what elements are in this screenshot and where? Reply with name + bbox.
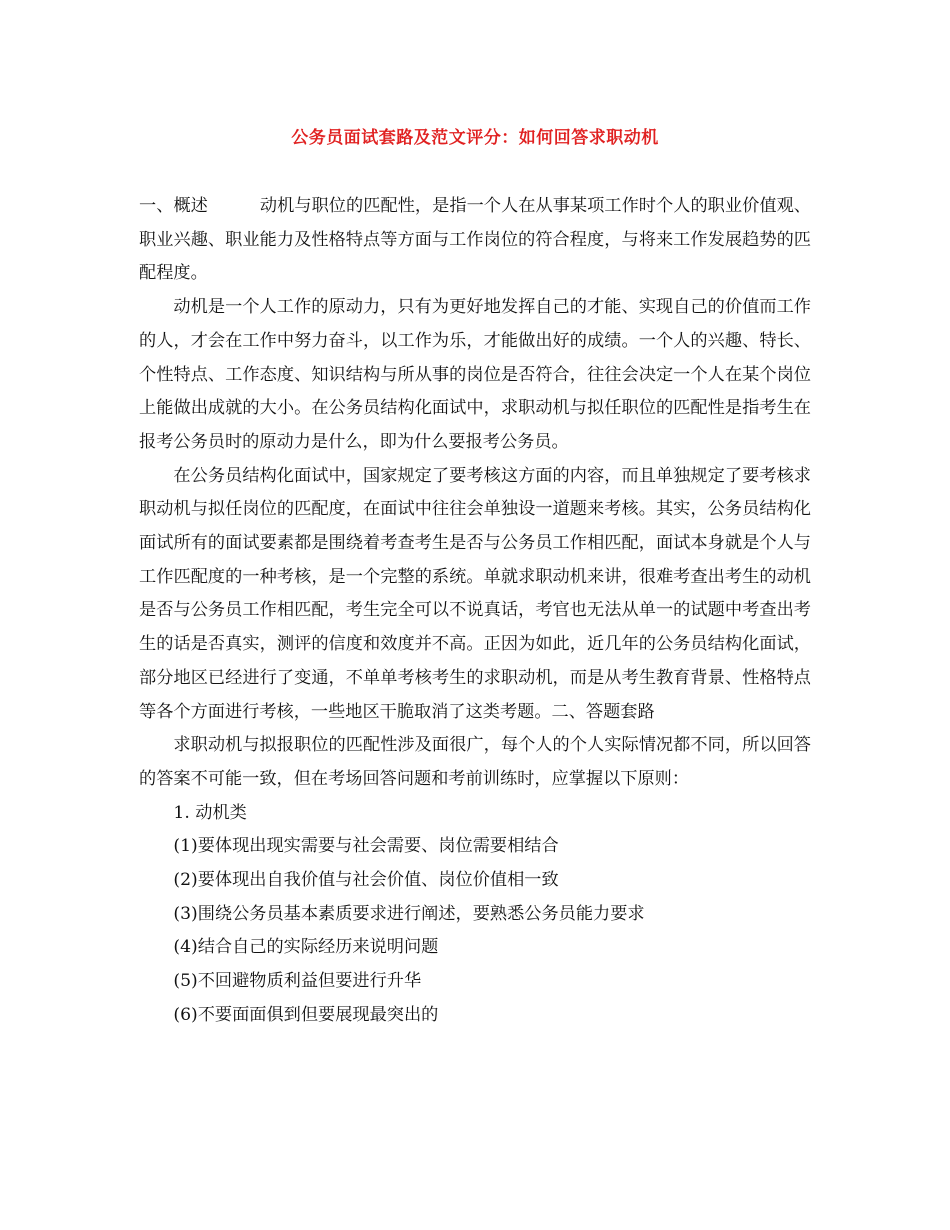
list-item: (4)结合自己的实际经历来说明问题 xyxy=(173,937,439,958)
paragraph-4: 求职动机与拟报职位的匹配性涉及面很广，每个人的个人实际情况都不同，所以回答的答案不可能一致，但在考场回答问题和考前训练时，应掌握以下原则： xyxy=(139,735,811,789)
document-title: 公务员面试套路及范文评分：如何回答求职动机 xyxy=(291,128,659,148)
list-item: (1)要体现出现实需要与社会需要、岗位需要相结合 xyxy=(173,836,559,857)
paragraph-3: 在公务员结构化面试中，国家规定了要考核这方面的内容，而且单独规定了要考核求职动机与拟任岗位的匹配度，在面试中往往会单独设一道题来考核。其实，公务员结构化面试所有的面试要素都是围绕着考查考生是否与公务员工作相匹配，面试本身就是个人与工作匹配度的一种考核，是一个完整的系统。单就求职动机来讲，很难考查出考生的动机是否与公务员工作相匹配，考生完全可以不说真话，考官也无法从单一的试题中考查出考生的话是否真实，测评的信度和效度并不高。正因为如此，近几年的公务员结构化面试，部分地区已经进行了变通，不单单考核考生的求职动机，而是从考生教育背景、性格特点等各个方面进行考核，一些地区干脆取消了这类考题。二、答题套路 xyxy=(139,465,811,722)
list-item: (3)围绕公务员基本素质要求进行阐述，要熟悉公务员能力要求 xyxy=(173,903,645,924)
list-item: (5)不回避物质利益但要进行升华 xyxy=(173,971,422,992)
section-heading-overview: 一、概述 xyxy=(139,196,208,216)
paragraph-overview xyxy=(139,190,811,291)
document-body xyxy=(139,190,811,1033)
list-item: (6)不要面面俱到但要展现最突出的 xyxy=(173,1004,439,1025)
list-item: (2)要体现出自我价值与社会价值、岗位价值相一致 xyxy=(173,870,559,891)
paragraph-1-text: 动机与职位的匹配性，是指一个人在从事某项工作时个人的职业价值观、职业兴趣、职业能力及性格特点等方面与工作岗位的符合程度，与将来工作发展趋势的匹配程度。 xyxy=(139,196,811,284)
paragraph-2: 动机是一个人工作的原动力，只有为更好地发挥自己的才能、实现自己的价值而工作的人，才会在工作中努力奋斗，以工作为乐，才能做出好的成绩。一个人的兴趣、特长、个性特点、工作态度、知识结构与所从事的岗位是否符合，往往会决定一个人在某个岗位上能做出成就的大小。在公务员结构化面试中，求职动机与拟任职位的匹配性是指考生在报考公务员时的原动力是什么，即为什么要报考公务员。 xyxy=(139,297,811,452)
list-heading-motivation: 1. 动机类 xyxy=(173,802,247,823)
